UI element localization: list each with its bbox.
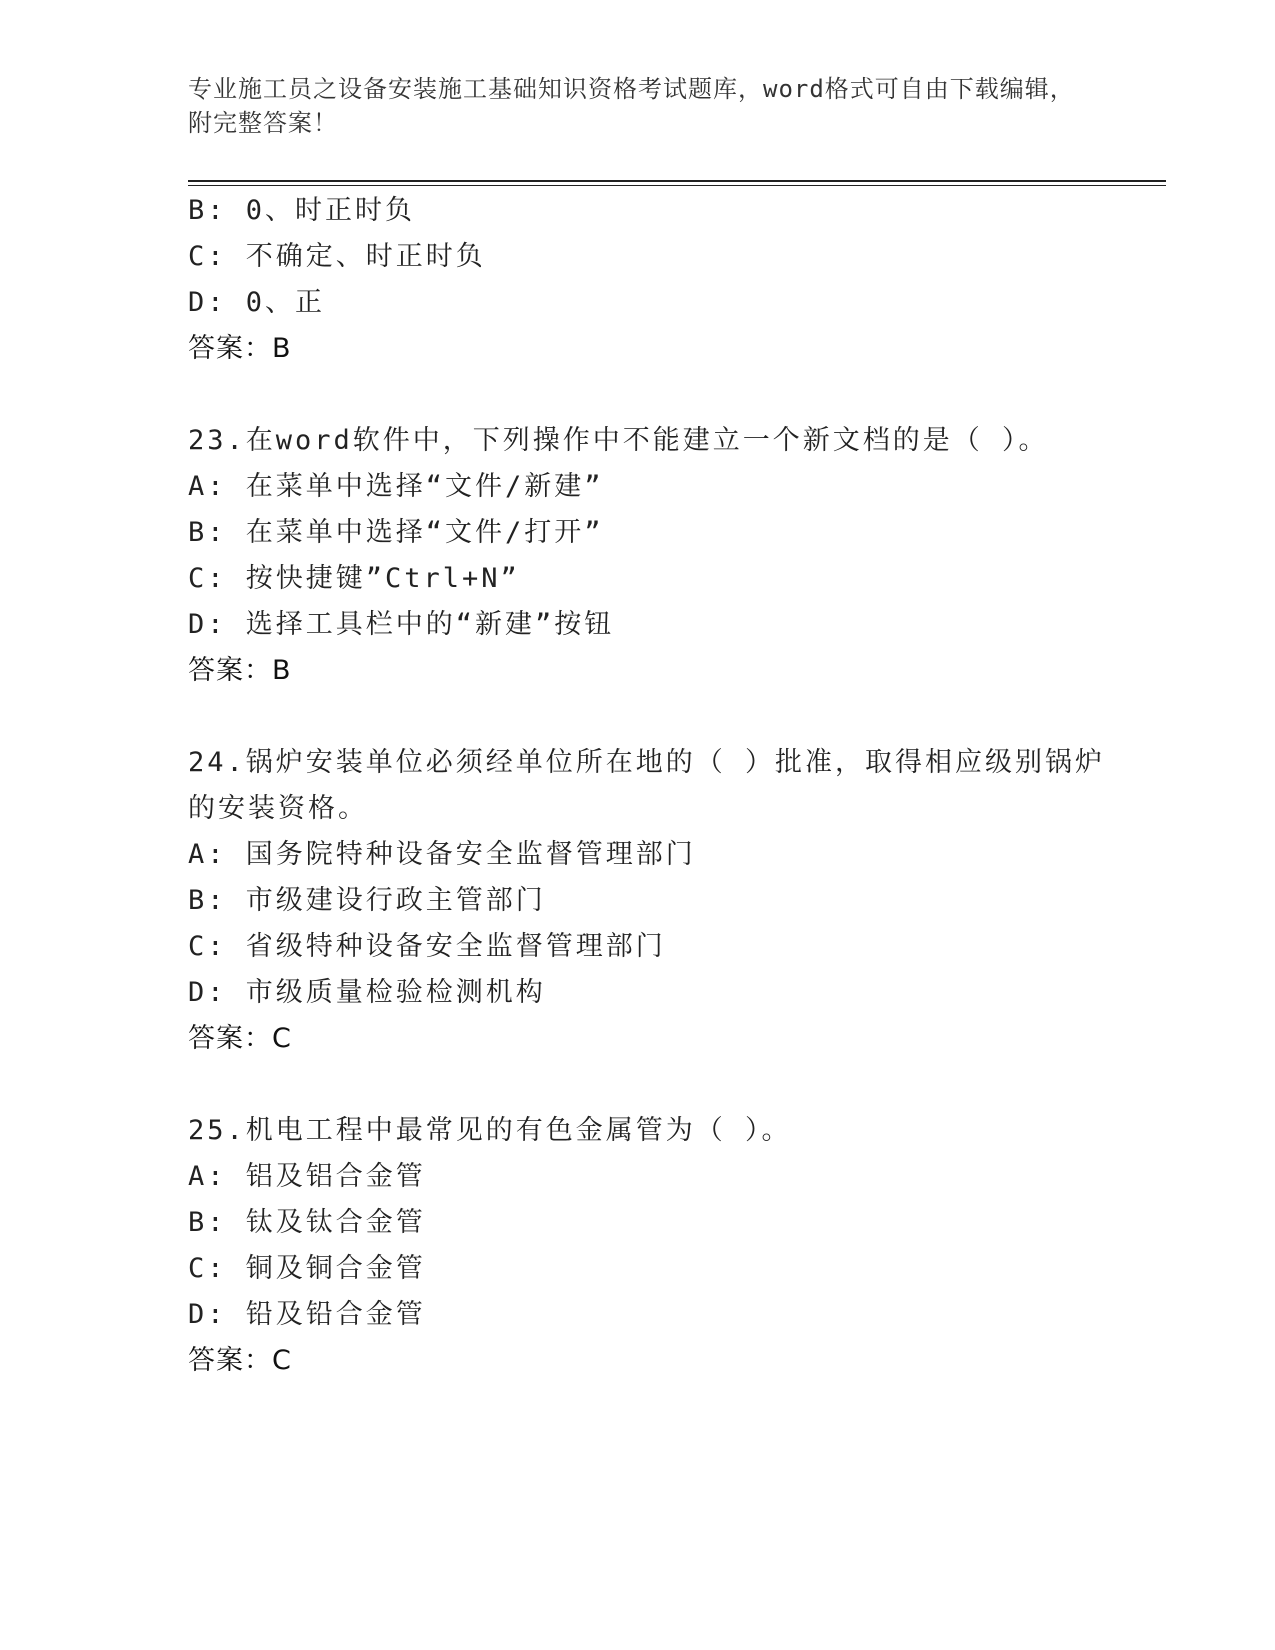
- header-line-2: 附完整答案！: [188, 109, 338, 137]
- option-c: C: 不确定、时正时负: [188, 241, 486, 272]
- question-23: 23.在word软件中，下列操作中不能建立一个新文档的是（ ）。: [188, 425, 1049, 456]
- option-d: D: 市级质量检验检测机构: [188, 977, 546, 1008]
- answer: 答案：C: [188, 1023, 292, 1054]
- question-24-line-1: 24.锅炉安装单位必须经单位所在地的（ ）批准，取得相应级别锅炉: [188, 747, 1106, 778]
- question-list: [188, 188, 1148, 1384]
- option-c: C: 省级特种设备安全监督管理部门: [188, 931, 666, 962]
- header-divider-thin: [188, 185, 1166, 186]
- option-c: C: 铜及铜合金管: [188, 1253, 426, 1284]
- option-a: A: 在菜单中选择“文件/新建”: [188, 471, 604, 502]
- option-d: D: 选择工具栏中的“新建”按钮: [188, 609, 615, 640]
- option-d: D: 0、正: [188, 287, 326, 318]
- option-c: C: 按快捷键”Ctrl+N”: [188, 563, 520, 594]
- header-divider: [188, 180, 1166, 182]
- option-b: B: 0、时正时负: [188, 195, 416, 226]
- question-25: 25.机电工程中最常见的有色金属管为（ ）。: [188, 1115, 792, 1146]
- document-header: [188, 72, 1088, 140]
- option-a: A: 国务院特种设备安全监督管理部门: [188, 839, 696, 870]
- option-b: B: 市级建设行政主管部门: [188, 885, 546, 916]
- question-24-line-2: 的安装资格。: [188, 793, 368, 824]
- answer: 答案：B: [188, 655, 292, 686]
- option-b: B: 钛及钛合金管: [188, 1207, 426, 1238]
- header-line-1: 专业施工员之设备安装施工基础知识资格考试题库，word格式可自由下载编辑，: [188, 75, 1075, 103]
- answer: 答案：C: [188, 1345, 292, 1376]
- answer: 答案：B: [188, 333, 292, 364]
- option-a: A: 铝及铝合金管: [188, 1161, 426, 1192]
- option-b: B: 在菜单中选择“文件/打开”: [188, 517, 604, 548]
- option-d: D: 铅及铅合金管: [188, 1299, 426, 1330]
